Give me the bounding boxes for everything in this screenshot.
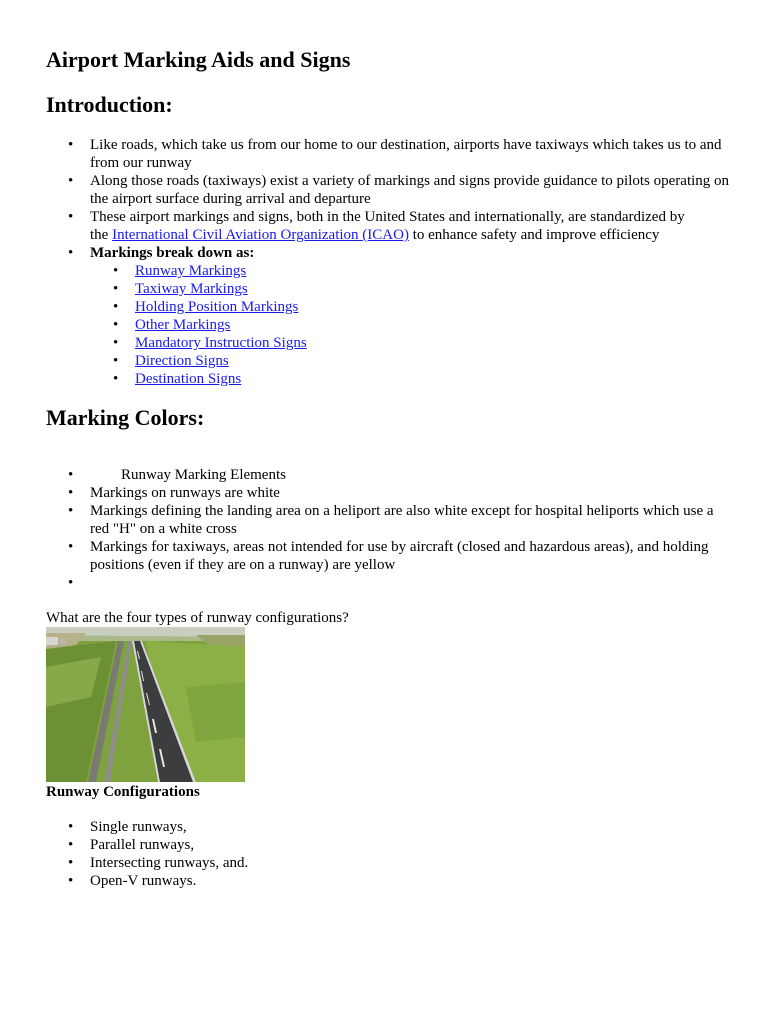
marking-colors-heading: Marking Colors: bbox=[46, 405, 205, 430]
runway-question: What are the four types of runway configurations? bbox=[46, 610, 349, 626]
runway-aerial-photo bbox=[46, 627, 245, 782]
icao-link[interactable]: International Civil Aviation Organization (ICAO) bbox=[112, 227, 409, 243]
breakdown-label: Markings break down as: bbox=[90, 245, 255, 261]
colors-bullet-1: Runway Marking Elements bbox=[121, 467, 286, 483]
taxiway-markings-link[interactable]: Taxiway Markings bbox=[135, 281, 248, 297]
sublist-item bbox=[135, 280, 730, 298]
list-item bbox=[90, 466, 730, 484]
sublist-item bbox=[135, 298, 730, 316]
sublist-item bbox=[135, 334, 730, 352]
config-single: Single runways, bbox=[90, 819, 187, 835]
list-item bbox=[90, 484, 730, 502]
list-item bbox=[90, 172, 730, 208]
config-parallel: Parallel runways, bbox=[90, 837, 195, 853]
list-item bbox=[90, 502, 730, 538]
figure-caption: Runway Configurations bbox=[46, 784, 200, 800]
sublist-item bbox=[135, 370, 730, 388]
intro-bullet-1: Like roads, which take us from our home to our destination, airports have taxiways which takes us to and from our runway bbox=[90, 137, 722, 171]
destination-signs-link[interactable]: Destination Signs bbox=[135, 371, 242, 387]
config-open-v: Open-V runways. bbox=[90, 873, 197, 889]
holding-position-markings-link[interactable]: Holding Position Markings bbox=[135, 299, 299, 315]
page-title: Airport Marking Aids and Signs bbox=[46, 47, 351, 72]
breakdown-sublist bbox=[90, 262, 730, 388]
list-item bbox=[90, 538, 730, 574]
runway-markings-link[interactable]: Runway Markings bbox=[135, 263, 247, 279]
runway-configurations-list bbox=[90, 818, 730, 890]
sublist-item bbox=[135, 316, 730, 334]
introduction-list bbox=[90, 136, 730, 388]
marking-colors-list bbox=[90, 466, 730, 592]
list-item bbox=[90, 136, 730, 172]
config-intersecting: Intersecting runways, and. bbox=[90, 855, 249, 871]
introduction-heading: Introduction: bbox=[46, 92, 173, 117]
colors-bullet-3: Markings defining the landing area on a heliport are also white except for hospital heliports which use a red "H" on a white cross bbox=[90, 503, 714, 537]
icao-suffix: to enhance safety and improve efficiency bbox=[408, 227, 660, 243]
list-item bbox=[90, 854, 730, 872]
other-markings-link[interactable]: Other Markings bbox=[135, 317, 231, 333]
sublist-item bbox=[135, 352, 730, 370]
colors-bullet-4: Markings for taxiways, areas not intended for use by aircraft (closed and hazardous areas), and holding positions (even if they are on a runway) are yellow bbox=[90, 539, 709, 573]
list-item bbox=[90, 244, 730, 388]
direction-signs-link[interactable]: Direction Signs bbox=[135, 353, 229, 369]
icao-prefix: These airport markings and signs, both in the United States and internationally, are standardized by the bbox=[90, 209, 685, 243]
list-item bbox=[90, 574, 730, 592]
colors-bullet-2: Markings on runways are white bbox=[90, 485, 280, 501]
sublist-item bbox=[135, 262, 730, 280]
mandatory-instruction-signs-link[interactable]: Mandatory Instruction Signs bbox=[135, 335, 307, 351]
list-item bbox=[90, 818, 730, 836]
list-item bbox=[90, 872, 730, 890]
list-item bbox=[90, 836, 730, 854]
intro-bullet-2: Along those roads (taxiways) exist a variety of markings and signs provide guidance to pilots operating on the airport surface during arrival and departure bbox=[90, 173, 730, 207]
list-item bbox=[90, 208, 702, 244]
